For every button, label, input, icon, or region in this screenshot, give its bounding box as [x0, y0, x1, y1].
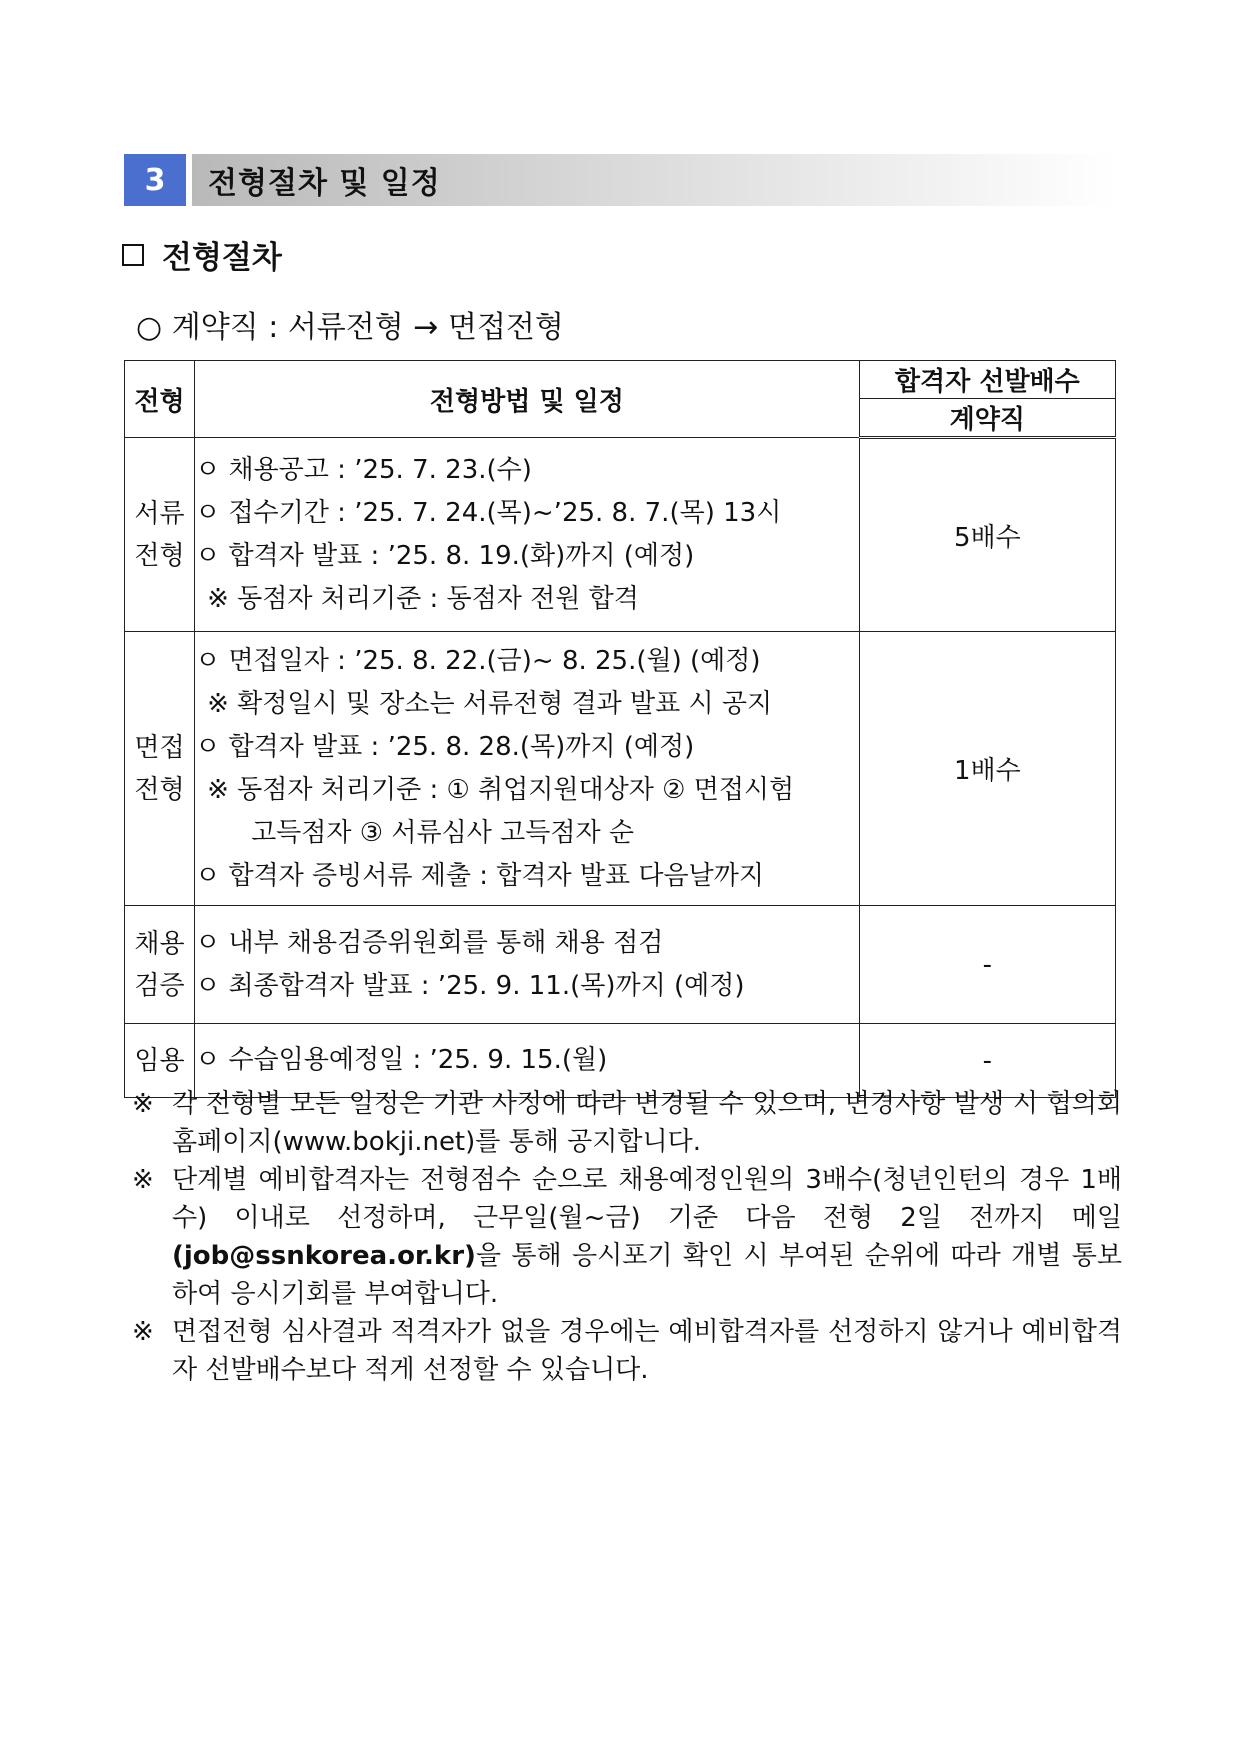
notes-section — [132, 1085, 1122, 1389]
section-number: 3 — [124, 154, 186, 206]
header-method: 전형방법 및 일정 — [195, 361, 860, 438]
subsection-heading — [122, 232, 282, 277]
schedule-line: ㅇ 면접일자 : ’25. 8. 22.(금)~ 8. 25.(월) (예정) — [195, 645, 761, 676]
schedule-table — [124, 360, 1116, 1098]
ratio-cell: 1배수 — [859, 632, 1115, 906]
ratio-cell: - — [859, 1024, 1115, 1098]
subsection-title: 전형절차 — [162, 240, 282, 276]
schedule-note: ※ 동점자 처리기준 : 동점자 전원 합격 — [207, 583, 639, 614]
schedule-note: ※ 동점자 처리기준 : ① 취업지원대상자 ② 면접시험 — [207, 774, 795, 805]
schedule-note-cont: 고득점자 ③ 서류심사 고득점자 순 — [251, 817, 634, 848]
ratio-cell: - — [859, 906, 1115, 1024]
reference-mark-icon: ※ — [132, 1089, 154, 1119]
stage-cell: 임용 — [125, 1024, 195, 1098]
note-item — [132, 1161, 1122, 1313]
stage-cell: 채용 검증 — [125, 906, 195, 1024]
section-title: 전형절차 및 일정 — [192, 154, 1116, 206]
note-text: 각 전형별 모든 일정은 기관 사정에 따라 변경될 수 있으며, 변경사항 발생 시 협의회 홈페이지(www.bokji.net)를 통해 공지합니다. — [172, 1089, 1122, 1157]
method-cell — [195, 906, 860, 1024]
method-cell — [195, 438, 860, 632]
schedule-line: ㅇ 합격자 발표 : ’25. 8. 19.(화)까지 (예정) — [195, 540, 695, 571]
table-row — [125, 438, 1116, 632]
square-bullet-icon — [122, 244, 144, 266]
note-item — [132, 1313, 1122, 1389]
email-address: (job@ssnkorea.or.kr) — [172, 1241, 476, 1271]
note-text: 면접전형 심사결과 적격자가 없을 경우에는 예비합격자를 선정하지 않거나 예비합격자 선발배수보다 적게 선정할 수 있습니다. — [172, 1317, 1122, 1385]
schedule-line: ㅇ 합격자 증빙서류 제출 : 합격자 발표 다음날까지 — [195, 860, 764, 891]
stage-cell: 면접 전형 — [125, 632, 195, 906]
stage-cell: 서류 전형 — [125, 438, 195, 632]
header-ratio: 합격자 선발배수 — [859, 361, 1115, 399]
table-header-row — [125, 361, 1116, 399]
schedule-line: ㅇ 접수기간 : ’25. 7. 24.(목)~’25. 8. 7.(목) 13시 — [195, 497, 782, 528]
reference-mark-icon: ※ — [132, 1317, 154, 1347]
note-text: 단계별 예비합격자는 전형점수 순으로 채용예정인원의 3배수(청년인턴의 경우 1배수) 이내로 선정하며, 근무일(월~금) 기준 다음 전형 2일 전까지 메일 (job@ssnkorea.or.kr)을 통해 응시포기 확인 시 부여된 순위에 따라 개별 통보하여 응시기회를 부여합니다. — [172, 1165, 1122, 1309]
method-cell — [195, 632, 860, 906]
schedule-line: ㅇ 수습임용예정일 : ’25. 9. 15.(월) — [195, 1045, 608, 1075]
schedule-line: ㅇ 최종합격자 발표 : ’25. 9. 11.(목)까지 (예정) — [195, 970, 745, 1001]
header-ratio-sub: 계약직 — [859, 399, 1115, 438]
section-header — [124, 154, 1116, 206]
ratio-cell: 5배수 — [859, 438, 1115, 632]
process-flow: ○ 계약직 : 서류전형 → 면접전형 — [136, 310, 564, 345]
schedule-line: ㅇ 합격자 발표 : ’25. 8. 28.(목)까지 (예정) — [195, 731, 695, 762]
header-stage: 전형 — [125, 361, 195, 438]
schedule-line: ㅇ 내부 채용검증위원회를 통해 채용 점검 — [195, 927, 664, 958]
schedule-note: ※ 확정일시 및 장소는 서류전형 결과 발표 시 공지 — [207, 688, 773, 719]
reference-mark-icon: ※ — [132, 1165, 154, 1195]
table-row — [125, 906, 1116, 1024]
note-item — [132, 1085, 1122, 1161]
schedule-line: ㅇ 채용공고 : ’25. 7. 23.(수) — [195, 454, 532, 485]
table-row — [125, 632, 1116, 906]
